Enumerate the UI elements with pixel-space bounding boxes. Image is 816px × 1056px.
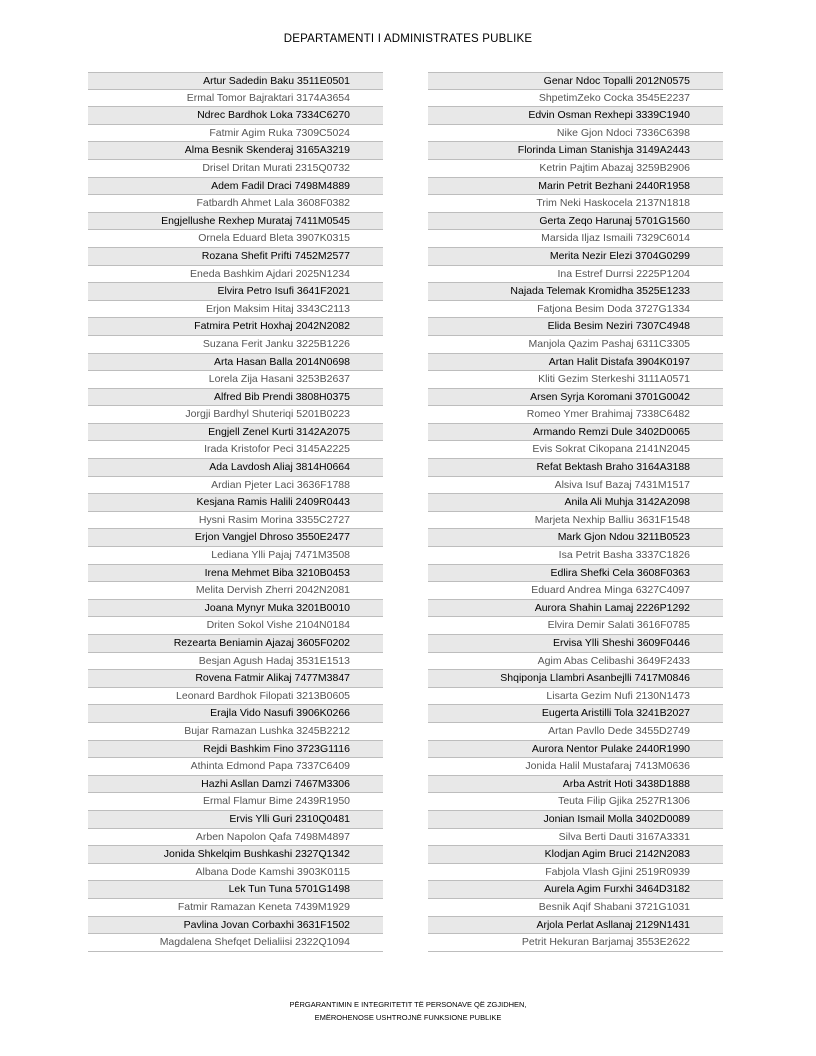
list-item: Aurora Nentor Pulake 2440R1990 <box>428 741 723 759</box>
list-item: Genar Ndoc Topalli 2012N0575 <box>428 72 723 90</box>
list-item: Kliti Gezim Sterkeshi 3111A0571 <box>428 371 723 389</box>
list-item: Magdalena Shefqet Delialiisi 2322Q1094 <box>88 934 383 952</box>
list-item: Erjon Maksim Hitaj 3343C2113 <box>88 301 383 319</box>
list-item: Refat Bektash Braho 3164A3188 <box>428 459 723 477</box>
list-item: ShpetimZeko Cocka 3545E2237 <box>428 90 723 108</box>
list-item: Leonard Bardhok Filopati 3213B0605 <box>88 688 383 706</box>
list-item: Fatmira Petrit Hoxhaj 2042N2082 <box>88 318 383 336</box>
list-item: Alma Besnik Skenderaj 3165A3219 <box>88 142 383 160</box>
list-item: Arjola Perlat Asllanaj 2129N1431 <box>428 917 723 935</box>
list-item: Artan Halit Distafa 3904K0197 <box>428 354 723 372</box>
list-item: Najada Telemak Kromidha 3525E1233 <box>428 283 723 301</box>
list-item: Lorela Zija Hasani 3253B2637 <box>88 371 383 389</box>
list-item: Romeo Ymer Brahimaj 7338C6482 <box>428 406 723 424</box>
list-item: Engjell Zenel Kurti 3142A2075 <box>88 424 383 442</box>
list-item: Manjola Qazim Pashaj 6311C3305 <box>428 336 723 354</box>
list-item: Erajla Vido Nasufi 3906K0266 <box>88 705 383 723</box>
list-item: Besnik Aqif Shabani 3721G1031 <box>428 899 723 917</box>
list-item: Fatjona Besim Doda 3727G1334 <box>428 301 723 319</box>
list-item: Ermal Flamur Bime 2439R1950 <box>88 793 383 811</box>
list-item: Bujar Ramazan Lushka 3245B2212 <box>88 723 383 741</box>
list-item: Mark Gjon Ndou 3211B0523 <box>428 529 723 547</box>
list-item: Erjon Vangjel Dhroso 3550E2477 <box>88 529 383 547</box>
page-title: DEPARTAMENTI I ADMINISTRATES PUBLIKE <box>283 33 533 45</box>
list-item: Agim Abas Celibashi 3649F2433 <box>428 653 723 671</box>
list-item: Adem Fadil Draci 7498M4889 <box>88 178 383 196</box>
list-item: Ervisa Ylli Sheshi 3609F0446 <box>428 635 723 653</box>
list-item: Merita Nezir Elezi 3704G0299 <box>428 248 723 266</box>
list-item: Kesjana Ramis Halili 2409R0443 <box>88 494 383 512</box>
list-item: Elvira Petro Isufi 3641F2021 <box>88 283 383 301</box>
list-item: Fatbardh Ahmet Lala 3608F0382 <box>88 195 383 213</box>
list-item: Irena Mehmet Biba 3210B0453 <box>88 565 383 583</box>
footer-line-1: PËRGARANTIMIN E INTEGRITETIT TË PERSONAVE QË ZGJIDHEN, <box>289 1000 527 1009</box>
list-item: Artur Sadedin Baku 3511E0501 <box>88 72 383 90</box>
list-item: Klodjan Agim Bruci 2142N2083 <box>428 846 723 864</box>
list-item: Arsen Syrja Koromani 3701G0042 <box>428 389 723 407</box>
list-item: Arta Hasan Balla 2014N0698 <box>88 354 383 372</box>
list-item: Aurela Agim Furxhi 3464D3182 <box>428 881 723 899</box>
list-item: Armando Remzi Dule 3402D0065 <box>428 424 723 442</box>
list-item: Athinta Edmond Papa 7337C6409 <box>88 758 383 776</box>
list-item: Arba Astrit Hoti 3438D1888 <box>428 776 723 794</box>
list-item: Shqiponja Llambri Asanbejlli 7417M0846 <box>428 670 723 688</box>
list-item: Silva Berti Dauti 3167A3331 <box>428 829 723 847</box>
list-item: Jonian Ismail Molla 3402D0089 <box>428 811 723 829</box>
list-item: Engjellushe Rexhep Murataj 7411M0545 <box>88 213 383 231</box>
footer-line-2: EMËROHENOSE USHTROJNË FUNKSIONE PUBLIKE <box>314 1013 502 1022</box>
list-item: Lek Tun Tuna 5701G1498 <box>88 881 383 899</box>
list-item: Petrit Hekuran Barjamaj 3553E2622 <box>428 934 723 952</box>
list-item: Anila Ali Muhja 3142A2098 <box>428 494 723 512</box>
list-item: Fabjola Vlash Gjini 2519R0939 <box>428 864 723 882</box>
list-item: Alsiva Isuf Bazaj 7431M1517 <box>428 477 723 495</box>
list-item: Rezearta Beniamin Ajazaj 3605F0202 <box>88 635 383 653</box>
list-item: Suzana Ferit Janku 3225B1226 <box>88 336 383 354</box>
list-item: Arben Napolon Qafa 7498M4897 <box>88 829 383 847</box>
list-item: Ina Estref Durrsi 2225P1204 <box>428 266 723 284</box>
list-item: Nike Gjon Ndoci 7336C6398 <box>428 125 723 143</box>
list-item: Aurora Shahin Lamaj 2226P1292 <box>428 600 723 618</box>
list-item: Florinda Liman Stanishja 3149A2443 <box>428 142 723 160</box>
list-item: Pavlina Jovan Corbaxhi 3631F1502 <box>88 917 383 935</box>
list-item: Rejdi Bashkim Fino 3723G1116 <box>88 741 383 759</box>
list-item: Ketrin Pajtim Abazaj 3259B2906 <box>428 160 723 178</box>
list-item: Ardian Pjeter Laci 3636F1788 <box>88 477 383 495</box>
list-item: Drisel Dritan Murati 2315Q0732 <box>88 160 383 178</box>
list-item: Driten Sokol Vishe 2104N0184 <box>88 617 383 635</box>
list-item: Jorgji Bardhyl Shuteriqi 5201B0223 <box>88 406 383 424</box>
list-item: Joana Mynyr Muka 3201B0010 <box>88 600 383 618</box>
list-item: Jonida Shkelqim Bushkashi 2327Q1342 <box>88 846 383 864</box>
list-item: Eneda Bashkim Ajdari 2025N1234 <box>88 266 383 284</box>
list-item: Fatmir Agim Ruka 7309C5024 <box>88 125 383 143</box>
list-item: Ervis Ylli Guri 2310Q0481 <box>88 811 383 829</box>
list-item: Jonida Halil Mustafaraj 7413M0636 <box>428 758 723 776</box>
list-item: Marjeta Nexhip Balliu 3631F1548 <box>428 512 723 530</box>
list-item: Edlira Shefki Cela 3608F0363 <box>428 565 723 583</box>
list-item: Ermal Tomor Bajraktari 3174A3654 <box>88 90 383 108</box>
list-item: Ada Lavdosh Aliaj 3814H0664 <box>88 459 383 477</box>
list-item: Gerta Zeqo Harunaj 5701G1560 <box>428 213 723 231</box>
list-item: Irada Kristofor Peci 3145A2225 <box>88 441 383 459</box>
list-item: Evis Sokrat Cikopana 2141N2045 <box>428 441 723 459</box>
list-item: Rovena Fatmir Alikaj 7477M3847 <box>88 670 383 688</box>
list-item: Lediana Ylli Pajaj 7471M3508 <box>88 547 383 565</box>
list-item: Hysni Rasim Morina 3355C2727 <box>88 512 383 530</box>
list-item: Marin Petrit Bezhani 2440R1958 <box>428 178 723 196</box>
list-item: Artan Pavllo Dede 3455D2749 <box>428 723 723 741</box>
list-item: Trim Neki Haskocela 2137N1818 <box>428 195 723 213</box>
list-item: Elida Besim Neziri 7307C4948 <box>428 318 723 336</box>
list-item: Ornela Eduard Bleta 3907K0315 <box>88 230 383 248</box>
list-item: Hazhi Asllan Damzi 7467M3306 <box>88 776 383 794</box>
list-item: Elvira Demir Salati 3616F0785 <box>428 617 723 635</box>
list-item: Marsida Iljaz Ismaili 7329C6014 <box>428 230 723 248</box>
page-footer <box>0 998 816 1024</box>
list-item: Edvin Osman Rexhepi 3339C1940 <box>428 107 723 125</box>
list-item: Besjan Agush Hadaj 3531E1513 <box>88 653 383 671</box>
list-item: Fatmir Ramazan Keneta 7439M1929 <box>88 899 383 917</box>
list-item: Eugerta Aristilli Tola 3241B2027 <box>428 705 723 723</box>
right-column <box>428 72 723 952</box>
list-item: Isa Petrit Basha 3337C1826 <box>428 547 723 565</box>
list-item: Eduard Andrea Minga 6327C4097 <box>428 582 723 600</box>
list-item: Lisarta Gezim Nufi 2130N1473 <box>428 688 723 706</box>
list-item: Ndrec Bardhok Loka 7334C6270 <box>88 107 383 125</box>
list-item: Melita Dervish Zherri 2042N2081 <box>88 582 383 600</box>
left-column <box>88 72 383 952</box>
list-item: Teuta Filip Gjika 2527R1306 <box>428 793 723 811</box>
list-item: Alfred Bib Prendi 3808H0375 <box>88 389 383 407</box>
list-item: Rozana Shefit Prifti 7452M2577 <box>88 248 383 266</box>
list-item: Albana Dode Kamshi 3903K0115 <box>88 864 383 882</box>
